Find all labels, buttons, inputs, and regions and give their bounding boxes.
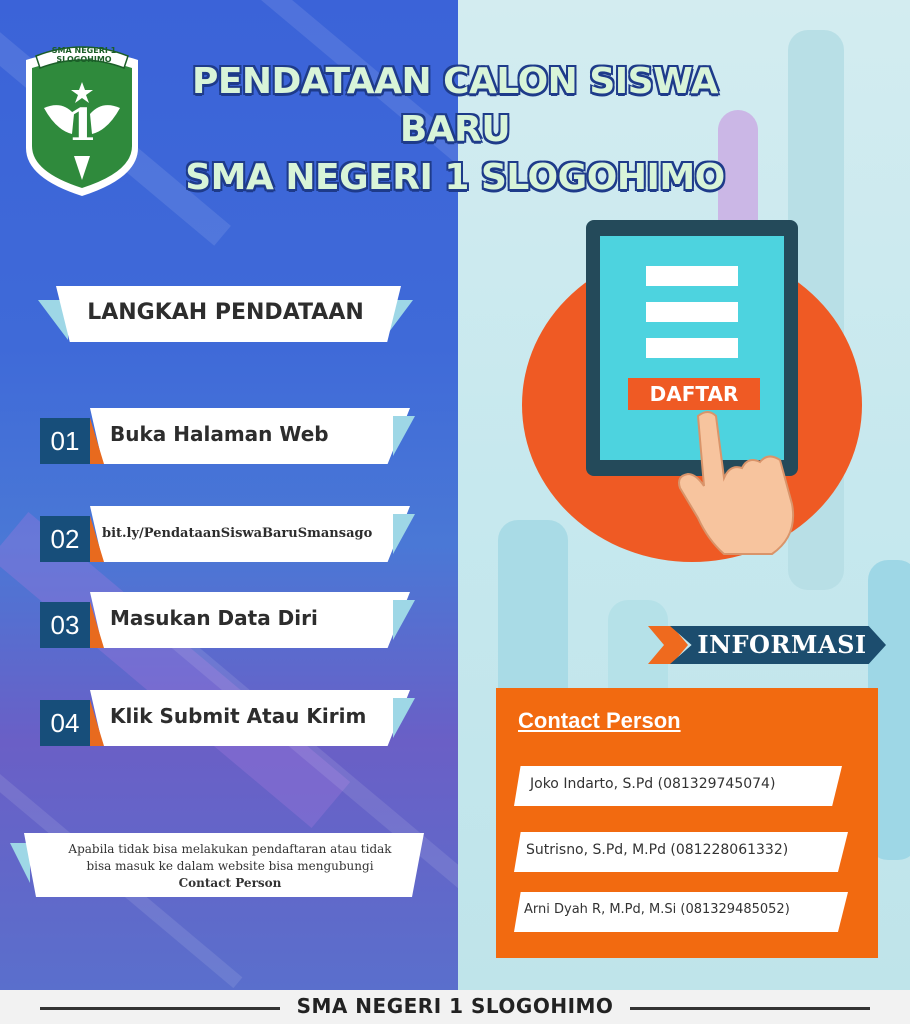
- logo-ring-text: SMA NEGERI 1 SLOGOHIMO: [51, 46, 117, 64]
- step-number: 04: [40, 700, 90, 746]
- help-note: [10, 833, 430, 897]
- info-heading-banner: [648, 626, 886, 664]
- contact-person-3: Arni Dyah R, M.Pd, M.Si (081329485052): [524, 902, 790, 917]
- note-line-1: Apabila tidak bisa melakukan pendaftaran atau tidak: [68, 842, 392, 856]
- step-number: 01: [40, 418, 90, 464]
- logo-numeral: 1: [66, 100, 98, 151]
- contact-person-1: Joko Indarto, S.Pd (081329745074): [530, 776, 776, 792]
- step-number: 02: [40, 516, 90, 562]
- step-link[interactable]: bit.ly/PendataanSiswaBaruSmansago: [102, 526, 373, 541]
- contact-box: [496, 688, 878, 958]
- contact-person-2: Sutrisno, S.Pd, M.Pd (081228061332): [526, 842, 789, 858]
- info-heading: INFORMASI: [697, 630, 867, 659]
- step-label: Klik Submit Atau Kirim: [110, 704, 367, 728]
- step-3: [40, 592, 415, 648]
- title-line-1: PENDATAAN CALON SISWA BARU: [191, 61, 719, 150]
- step-label: Masukan Data Diri: [110, 606, 318, 630]
- title-line-2: SMA NEGERI 1 SLOGOHIMO: [185, 157, 725, 198]
- contact-item: [514, 832, 848, 872]
- daftar-button[interactable]: DAFTAR: [628, 378, 760, 410]
- step-2: [40, 506, 415, 562]
- step-4: [40, 690, 415, 746]
- step-number: 03: [40, 602, 90, 648]
- note-line-2: bisa masuk ke dalam website bisa mengubungi: [86, 859, 374, 873]
- contact-item: [514, 766, 842, 806]
- pointing-hand-icon: [668, 408, 828, 558]
- note-line-3: Contact Person: [178, 876, 282, 890]
- footer: [0, 990, 910, 1024]
- steps-heading: LANGKAH PENDATAAN: [87, 300, 364, 325]
- steps-heading-banner: [38, 286, 413, 342]
- step-1: [40, 408, 415, 464]
- footer-text: SMA NEGERI 1 SLOGOHIMO: [296, 994, 614, 1018]
- contact-item: [514, 892, 848, 932]
- contact-title: Contact Person: [518, 708, 681, 733]
- page-title: [160, 58, 750, 202]
- step-label: Buka Halaman Web: [110, 422, 329, 446]
